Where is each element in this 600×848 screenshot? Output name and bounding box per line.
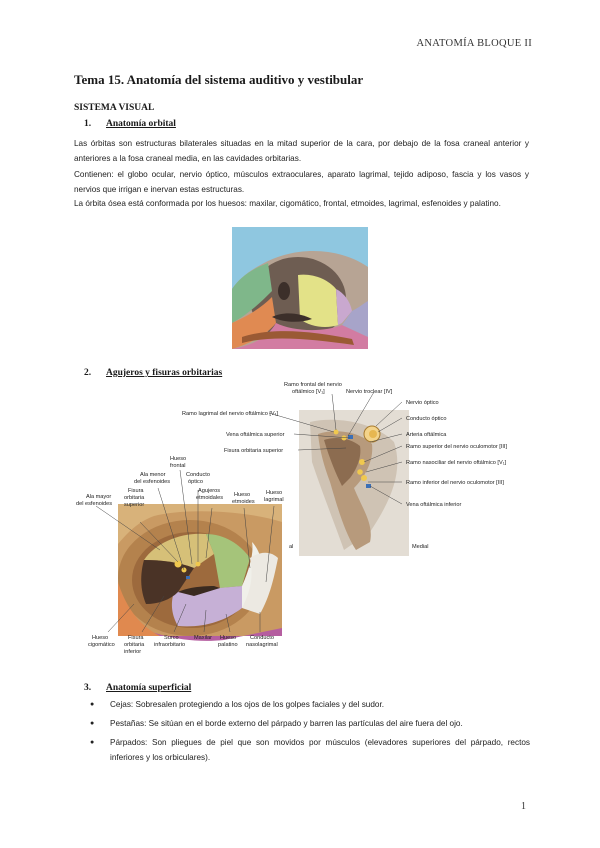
- subsection-number: 1.: [84, 119, 92, 129]
- subsection-heading-2: [84, 368, 222, 378]
- label-maxilar: Maxilar: [194, 635, 213, 641]
- surface-anatomy-list: [90, 697, 530, 769]
- label-conducto-optico: Conducto óptico: [406, 416, 447, 422]
- label-ramo-frontal-2: oftálmico [V₁]: [292, 389, 325, 395]
- label-hueso-frontal: Hueso: [170, 456, 187, 462]
- label-conducto-optico: Conducto: [186, 472, 210, 478]
- label-hueso-frontal-2: frontal: [170, 463, 186, 469]
- orbit-bones-figure: [232, 227, 368, 349]
- subsection-title: Agujeros y fisuras orbitarias: [106, 368, 223, 378]
- label-nervio-troclear: Nervio troclear [IV]: [346, 389, 393, 395]
- label-ala-mayor-2: del esfenoides: [76, 501, 113, 507]
- label-surco-infra: Surco: [164, 635, 179, 641]
- label-hueso-cigomatico-2: cigomático: [88, 642, 115, 648]
- label-agujeros-etmoidales: Agujeros: [198, 488, 221, 494]
- label-ramo-frontal: Ramo frontal del nervio: [284, 382, 342, 388]
- label-agujeros-etmoidales-2: etmoidales: [196, 495, 224, 501]
- label-fisura-sup-3: superior: [124, 502, 145, 508]
- section-heading: SISTEMA VISUAL: [74, 103, 155, 113]
- label-ramo-sup-oculomotor: Ramo superior del nervio oculomotor [III]: [406, 444, 508, 450]
- label-fisura-inf-2: orbitaria: [124, 642, 145, 648]
- label-medial-mark: Medial: [412, 544, 429, 550]
- label-ala-mayor: Ala mayor: [86, 494, 112, 500]
- page-number: 1: [521, 801, 526, 812]
- list-item: ● Pestañas: Se sitúan en el borde externo del párpado y barren las partículas del aire fuera del ojo.: [90, 716, 530, 731]
- label-arteria-oftalmica: Arteria oftálmica: [406, 432, 447, 438]
- label-lateral-mark: al: [289, 544, 294, 550]
- label-nervio-optico: Nervio óptico: [406, 400, 439, 406]
- subsection-heading-3: [84, 683, 191, 693]
- label-conducto-optico-2: óptico: [188, 479, 203, 485]
- label-hueso-palatino-2: palatino: [218, 642, 238, 648]
- list-item: ● Párpados: Son pliegues de piel que son movidos por músculos (elevadores superiores del párpado, rectos inferiores y los orbiculares).: [90, 735, 530, 765]
- subsection-number: 3.: [84, 683, 92, 693]
- label-fisura-sup: Fisura: [128, 488, 144, 494]
- label-ramo-lagrimal: Ramo lagrimal del nervio oftálmico [V₁]: [182, 411, 279, 417]
- label-hueso-lagrimal-2: lagrimal: [264, 497, 284, 503]
- label-ala-menor-2: del esfenoides: [134, 479, 171, 485]
- label-fisura-inf-3: inferior: [124, 649, 142, 655]
- label-ramo-nasociliar: Ramo nasociliar del nervio oftálmico [V₁]: [406, 460, 507, 466]
- label-surco-infra-2: infraorbitario: [154, 642, 186, 648]
- label-vena-oft-inf: Vena oftálmica inferior: [406, 502, 462, 508]
- label-vena-oft-sup: Vena oftálmica superior: [226, 432, 285, 438]
- subsection-heading-1: [84, 119, 176, 129]
- label-fisura-inf: Fisura: [128, 635, 144, 641]
- orbit-apex-panel: [299, 410, 409, 556]
- label-hueso-lagrimal: Hueso: [266, 490, 283, 496]
- page-title: Tema 15. Anatomía del sistema auditivo y vestibular: [74, 72, 364, 87]
- list-item: ● Cejas: Sobresalen protegiendo a los ojos de los golpes faciales y del sudor.: [90, 697, 530, 712]
- paragraph-contents: Contienen: el globo ocular, nervio óptico, músculos extraoculares, aparato lagrimal, tejido adiposo, fascia y los vasos y nervios que irrigan e inervan estas estructuras.: [74, 170, 529, 194]
- label-conducto-naso-2: nasolagrimal: [246, 642, 278, 648]
- orbital-foramina-figure: [74, 382, 528, 660]
- subsection-number: 2.: [84, 368, 92, 378]
- subsection-title: Anatomía superficial: [106, 683, 192, 693]
- running-header: ANATOMÍA BLOQUE II: [416, 38, 532, 49]
- label-hueso-palatino: Hueso: [220, 635, 237, 641]
- label-hueso-cigomatico: Hueso: [92, 635, 109, 641]
- label-fisura-orb-sup: Fisura orbitaria superior: [224, 448, 284, 454]
- label-ramo-inf-oculomotor: Ramo inferior del nervio oculomotor [III]: [406, 480, 504, 486]
- label-conducto-naso: Conducto: [250, 635, 274, 641]
- label-fisura-sup-2: orbitaria: [124, 495, 145, 501]
- paragraph-bones: La órbita ósea está conformada por los huesos: maxilar, cigomático, frontal, etmoides, lagrimal, esfenoides y palatino.: [74, 199, 501, 208]
- label-hueso-etmoides-2: etmoides: [232, 499, 255, 505]
- paragraph-orbits: Las órbitas son estructuras bilaterales situadas en la mitad superior de la cara, por debajo de la fosa craneal anterior y anteriores a la fosa craneal media, en las cavidades orbitarias.: [74, 139, 529, 163]
- label-ala-menor: Ala menor: [140, 472, 166, 478]
- label-hueso-etmoides: Hueso: [234, 492, 251, 498]
- subsection-title: Anatomía orbital: [106, 119, 176, 129]
